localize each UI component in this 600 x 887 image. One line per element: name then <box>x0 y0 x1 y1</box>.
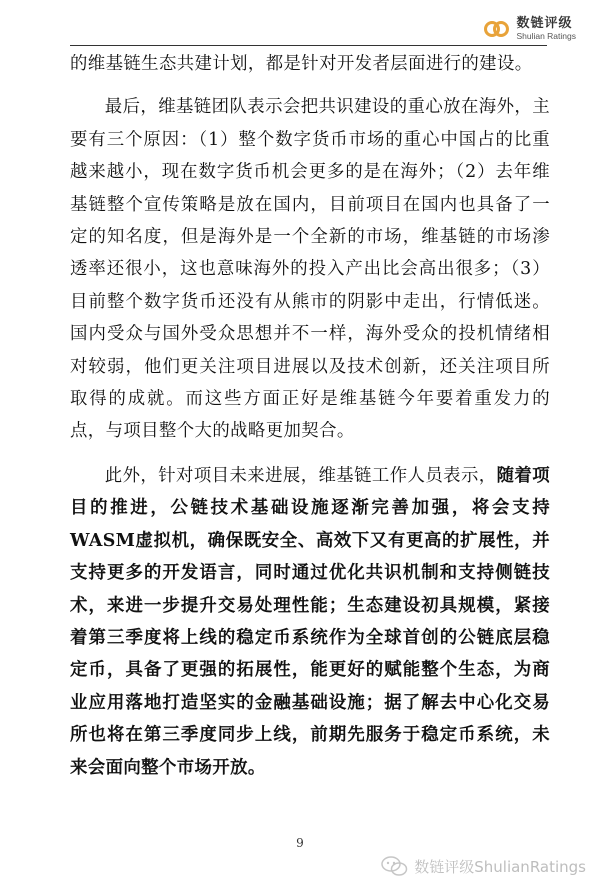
paragraph-3-bold: 随着项目的推进，公链技术基础设施逐渐完善加强，将会支持WASM虚拟机，确保既安全、高效下又有更高的扩展性，并支持更多的开发语言，同时通过优化共识机制和支持侧链技术，来进一步提升交易处理性能；生态建设初具规模，紧接着第三季度将上线的稳定币系统作为全球首创的公链底层稳定币，具备了更强的拓展性，能更好的赋能整个生态，为商业应用落地打造坚实的金融基础设施；据了解去中心化交易所也将在第三季度同步上线，前期先服务于稳定币系统，未来会面向整个市场开放。 <box>70 465 551 778</box>
page-number: 9 <box>296 836 304 850</box>
watermark-text: 数链评级ShulianRatings <box>414 857 586 876</box>
wechat-watermark <box>380 855 586 877</box>
shulian-logo-icon <box>484 18 510 40</box>
document-body <box>70 48 550 784</box>
logo-name-en: Shulian Ratings <box>516 31 576 41</box>
paragraph-1: 的维基链生态共建计划，都是针对开发者层面进行的建设。 <box>70 54 533 74</box>
paragraph-2: 最后，维基链团队表示会把共识建设的重心放在海外，主要有三个原因：（1）整个数字货币市场的重心中国占的比重越来越小，现在数字货币机会更多的是在海外；（2）去年维基链整个宣传策略是放在国内，目前项目在国内也具备了一定的知名度，但是海外是一个全新的市场，维基链的市场渗透率还很小，这也意味海外的投入产出比会高出很多；（3）目前整个数字货币还没有从熊市的阴影中走出，行情低迷。国内受众与国外受众思想并不一样，海外受众的投机情绪相对较弱，他们更关注项目进展以及技术创新，还关注项目所取得的成就。而这些方面正好是维基链今年要着重发力的点，与项目整个大的战略更加契合。 <box>70 97 550 442</box>
paragraph-3-lead: 此外，针对项目未来进展，维基链工作人员表示， <box>104 465 497 486</box>
paragraph-3 <box>70 460 550 784</box>
header-logo <box>484 17 576 41</box>
wechat-icon <box>380 855 408 877</box>
header-rule <box>70 45 547 46</box>
logo-name-cn: 数链评级 <box>516 16 573 31</box>
